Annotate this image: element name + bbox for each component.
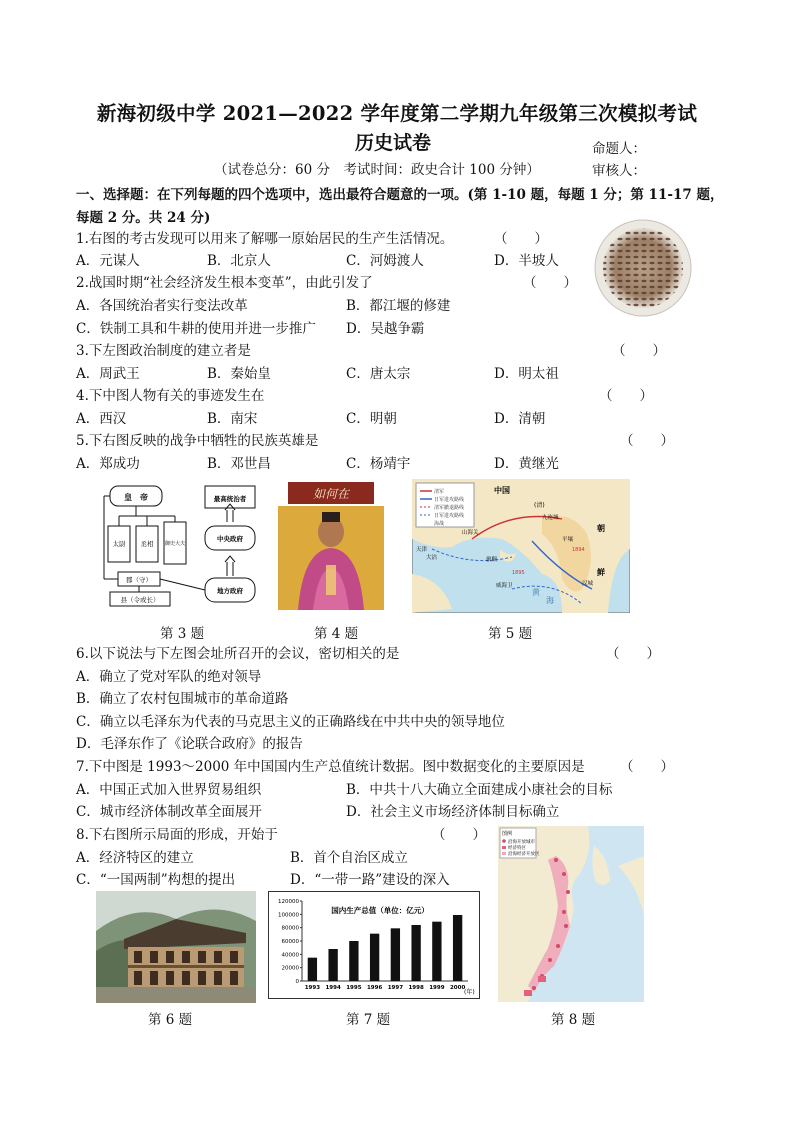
question-2-option-c[interactable]: C．铁制工具和牛耕的使用并进一步推广 <box>76 321 316 337</box>
chart-bar-1995 <box>349 941 358 981</box>
fig3-label-central: 中央政府 <box>217 535 243 543</box>
question-4-stem: 4.下中图人物有关的事迹发生在 <box>76 388 265 404</box>
war-map <box>412 479 630 613</box>
figure-7-caption: 第 7 题 <box>346 1012 391 1028</box>
figure-3-caption: 第 3 题 <box>160 626 205 642</box>
chart-y-tick-label: 20000 <box>281 965 299 972</box>
question-4-option-a[interactable]: A．西汉 <box>76 411 127 427</box>
map-label-korea-1: 朝 <box>597 524 605 533</box>
map-label-hanseong: 汉城 <box>582 581 594 587</box>
question-4-option-c[interactable]: C．明朝 <box>346 411 397 427</box>
chart-bar-2000 <box>453 915 462 981</box>
map-label-hai: 海 <box>546 596 554 605</box>
chart-y-tick-label: 40000 <box>281 952 299 959</box>
question-8-option-c[interactable]: C．“一国两制”构想的提出 <box>76 872 236 888</box>
question-6-option-c[interactable]: C．确立以毛泽东为代表的马克思主义的正确路线在中共中央的领导地位 <box>76 714 505 730</box>
chart-x-tick-label: 1996 <box>366 985 383 991</box>
map-label-dagu: 大沽 <box>426 555 438 561</box>
map-label-weihaiwei: 威海卫 <box>496 583 513 589</box>
chart-x-axis-label: (年) <box>464 989 475 996</box>
fig3-label-censor: 御史大夫 <box>164 541 186 547</box>
question-7-option-b[interactable]: B．中共十八大确立全面建成小康社会的目标 <box>346 782 613 798</box>
chart-y-tick-label: 80000 <box>281 925 299 932</box>
question-7-option-d[interactable]: D．社会主义市场经济体制目标确立 <box>346 804 560 820</box>
chart-y-tick-label: 120000 <box>278 899 299 905</box>
chart-x-tick-label: 1994 <box>325 985 341 991</box>
legend-1: 清军 <box>434 489 445 495</box>
question-5-answer-bracket[interactable]: （ ） <box>620 433 674 449</box>
question-8-option-b[interactable]: B．首个自治区成立 <box>290 850 408 866</box>
exam-subtitle: 历史试卷 <box>355 132 432 154</box>
figure-4-caption: 第 4 题 <box>314 626 359 642</box>
question-3-option-b[interactable]: B．秦始皇 <box>207 366 271 382</box>
fig3-label-emperor: 皇 帝 <box>124 493 148 502</box>
question-7-stem: 7.下中图是 1993～2000 年中国国内生产总值统计数据。图中数据变化的主要原因是 <box>76 759 585 775</box>
chart-title: 国内生产总值（单位：亿元） <box>331 906 429 915</box>
question-4-answer-bracket[interactable]: （ ） <box>599 388 653 404</box>
question-1-stem: 1.右图的考古发现可以用来了解哪一原始居民的生产生活情况。 <box>76 231 454 247</box>
question-2-answer-bracket[interactable]: （ ） <box>523 275 577 291</box>
question-3-option-a[interactable]: A．周武王 <box>76 366 140 382</box>
question-2-stem: 2.战国时期“社会经济发生根本变革”，由此引发了 <box>76 275 373 291</box>
fig3-label-prefecture: 郡（守） <box>126 576 152 584</box>
figure-8-caption: 第 8 题 <box>551 1012 596 1028</box>
map8-legend-1: 沿海开放城市 <box>508 840 535 845</box>
map-label-year-1894: 1894 <box>572 547 585 553</box>
fig3-label-local: 地方政府 <box>217 587 243 595</box>
chart-bar-1997 <box>391 928 400 981</box>
question-8-answer-bracket[interactable]: （ ） <box>432 827 486 843</box>
question-6-option-b[interactable]: B．确立了农村包围城市的革命道路 <box>76 691 289 707</box>
question-8-option-a[interactable]: A．经济特区的建立 <box>76 850 194 866</box>
chart-y-tick-label: 0 <box>295 979 299 985</box>
map8-legend-2: 经济特区 <box>508 846 526 851</box>
question-6-answer-bracket[interactable]: （ ） <box>606 646 660 662</box>
chart-x-tick-label: 1997 <box>387 985 404 991</box>
map-label-korea-2: 鲜 <box>597 568 605 577</box>
exam-title: 新海初级中学 2021—2022 学年度第二学期九年级第三次模拟考试 <box>96 102 698 125</box>
map-label-china: 中国 <box>494 486 510 495</box>
question-1-option-d[interactable]: D．半坡人 <box>494 253 559 269</box>
question-6-stem: 6.以下说法与下左图会址所召开的会议，密切相关的是 <box>76 646 400 662</box>
question-1-answer-bracket[interactable]: （ ） <box>494 231 548 247</box>
setter-label: 命题人： <box>592 141 646 157</box>
section-heading: 一、选择题：在下列每题的四个选项中，选出最符合题意的一项。(第 1-10 题，每题 1 分；第 11-17 题，每题 2 分。共 24 分) <box>76 187 724 226</box>
question-2-option-d[interactable]: D．吴越争霸 <box>346 321 425 337</box>
question-5-stem: 5.下右图反映的战争中牺牲的民族英雄是 <box>76 433 319 449</box>
fig3-label-taiwei: 太尉 <box>112 540 126 548</box>
map-label-huang: 黄 <box>532 588 540 597</box>
question-3-stem: 3.下左图政治制度的建立者是 <box>76 343 251 359</box>
question-7-option-c[interactable]: C．城市经济体制改革全面展开 <box>76 804 262 820</box>
question-5-option-d[interactable]: D．黄继光 <box>494 456 559 472</box>
question-5-option-b[interactable]: B．邓世昌 <box>207 456 271 472</box>
question-4-option-b[interactable]: B．南宋 <box>207 411 258 427</box>
question-8-option-d[interactable]: D．“一带一路”建设的深入 <box>290 872 450 888</box>
legend-2: 日军进攻路线 <box>434 497 465 503</box>
question-2-option-b[interactable]: B．都江堰的修建 <box>346 298 451 314</box>
map8-legend-3: 沿海经济开放区 <box>508 852 540 857</box>
gdp-bar-chart <box>268 891 480 999</box>
meeting-site-photo <box>96 891 256 1003</box>
map-label-lushun: 旅顺 <box>486 557 498 563</box>
map8-legend-title: 图例 <box>502 831 513 837</box>
chart-bar-1993 <box>308 958 317 981</box>
map-label-qing: (清) <box>534 502 545 509</box>
question-6-option-a[interactable]: A．确立了党对军队的绝对领导 <box>76 669 262 685</box>
legend-5: 海战 <box>434 521 445 527</box>
chart-bar-1999 <box>432 922 441 981</box>
question-8-stem: 8.下右图所示局面的形成，开始于 <box>76 827 278 843</box>
qin-political-system-diagram <box>100 482 260 612</box>
portrait-banner-text: 如何在 <box>312 487 350 501</box>
chart-y-tick-label: 100000 <box>278 912 299 919</box>
map-label-shanhaiguan: 山海关 <box>462 530 479 536</box>
question-6-option-d[interactable]: D．毛泽东作了《论联合政府》的报告 <box>76 736 303 752</box>
figure-6-caption: 第 6 题 <box>148 1012 193 1028</box>
question-7-answer-bracket[interactable]: （ ） <box>620 759 674 775</box>
reviewer-label: 审核人： <box>592 163 646 179</box>
historical-figure-portrait <box>278 480 384 610</box>
legend-3: 清军撤退路线 <box>434 505 465 511</box>
question-1-option-c[interactable]: C．河姆渡人 <box>346 253 424 269</box>
figure-5-caption: 第 5 题 <box>488 626 533 642</box>
chart-x-tick-label: 1995 <box>346 985 362 991</box>
map-label-pyongyang: 平壤 <box>562 537 574 543</box>
map-label-tianjin: 天津 <box>416 547 428 553</box>
coastal-opening-map <box>498 826 644 1002</box>
chart-x-tick-label: 1998 <box>408 985 424 991</box>
chart-x-tick-label: 2000 <box>449 985 466 991</box>
question-2-option-a[interactable]: A．各国统治者实行变法改革 <box>76 298 248 314</box>
chart-x-tick-label: 1999 <box>429 985 445 991</box>
map-label-jiuliancheng: 九连城 <box>542 515 559 521</box>
question-1-option-b[interactable]: B．北京人 <box>207 253 271 269</box>
chart-y-tick-label: 60000 <box>281 939 299 945</box>
question-4-option-d[interactable]: D．清朝 <box>494 411 546 427</box>
question-1-option-a[interactable]: A．元谋人 <box>76 253 140 269</box>
question-3-option-d[interactable]: D．明太祖 <box>494 366 559 382</box>
question-3-answer-bracket[interactable]: （ ） <box>612 343 666 359</box>
chart-bar-1994 <box>328 949 337 981</box>
question-5-option-c[interactable]: C．杨靖宇 <box>346 456 411 472</box>
question-3-option-c[interactable]: C．唐太宗 <box>346 366 411 382</box>
fig3-label-chancellor: 丞相 <box>140 540 154 548</box>
question-7-option-a[interactable]: A．中国正式加入世界贸易组织 <box>76 782 262 798</box>
chart-bar-1996 <box>370 934 379 981</box>
score-info: （试卷总分：60 分 考试时间：政史合计 100 分钟） <box>214 162 540 178</box>
legend-4: 日军进攻路线 <box>434 513 465 519</box>
chart-bar-1998 <box>411 925 420 981</box>
chart-x-tick-label: 1993 <box>304 985 321 991</box>
map-label-year-1895: 1895 <box>512 570 525 576</box>
fig3-label-county: 县（令或长） <box>120 596 160 604</box>
question-5-option-a[interactable]: A．郑成功 <box>76 456 140 472</box>
fig3-label-supreme: 最高统治者 <box>213 495 247 503</box>
grain-dish-image <box>593 218 693 318</box>
